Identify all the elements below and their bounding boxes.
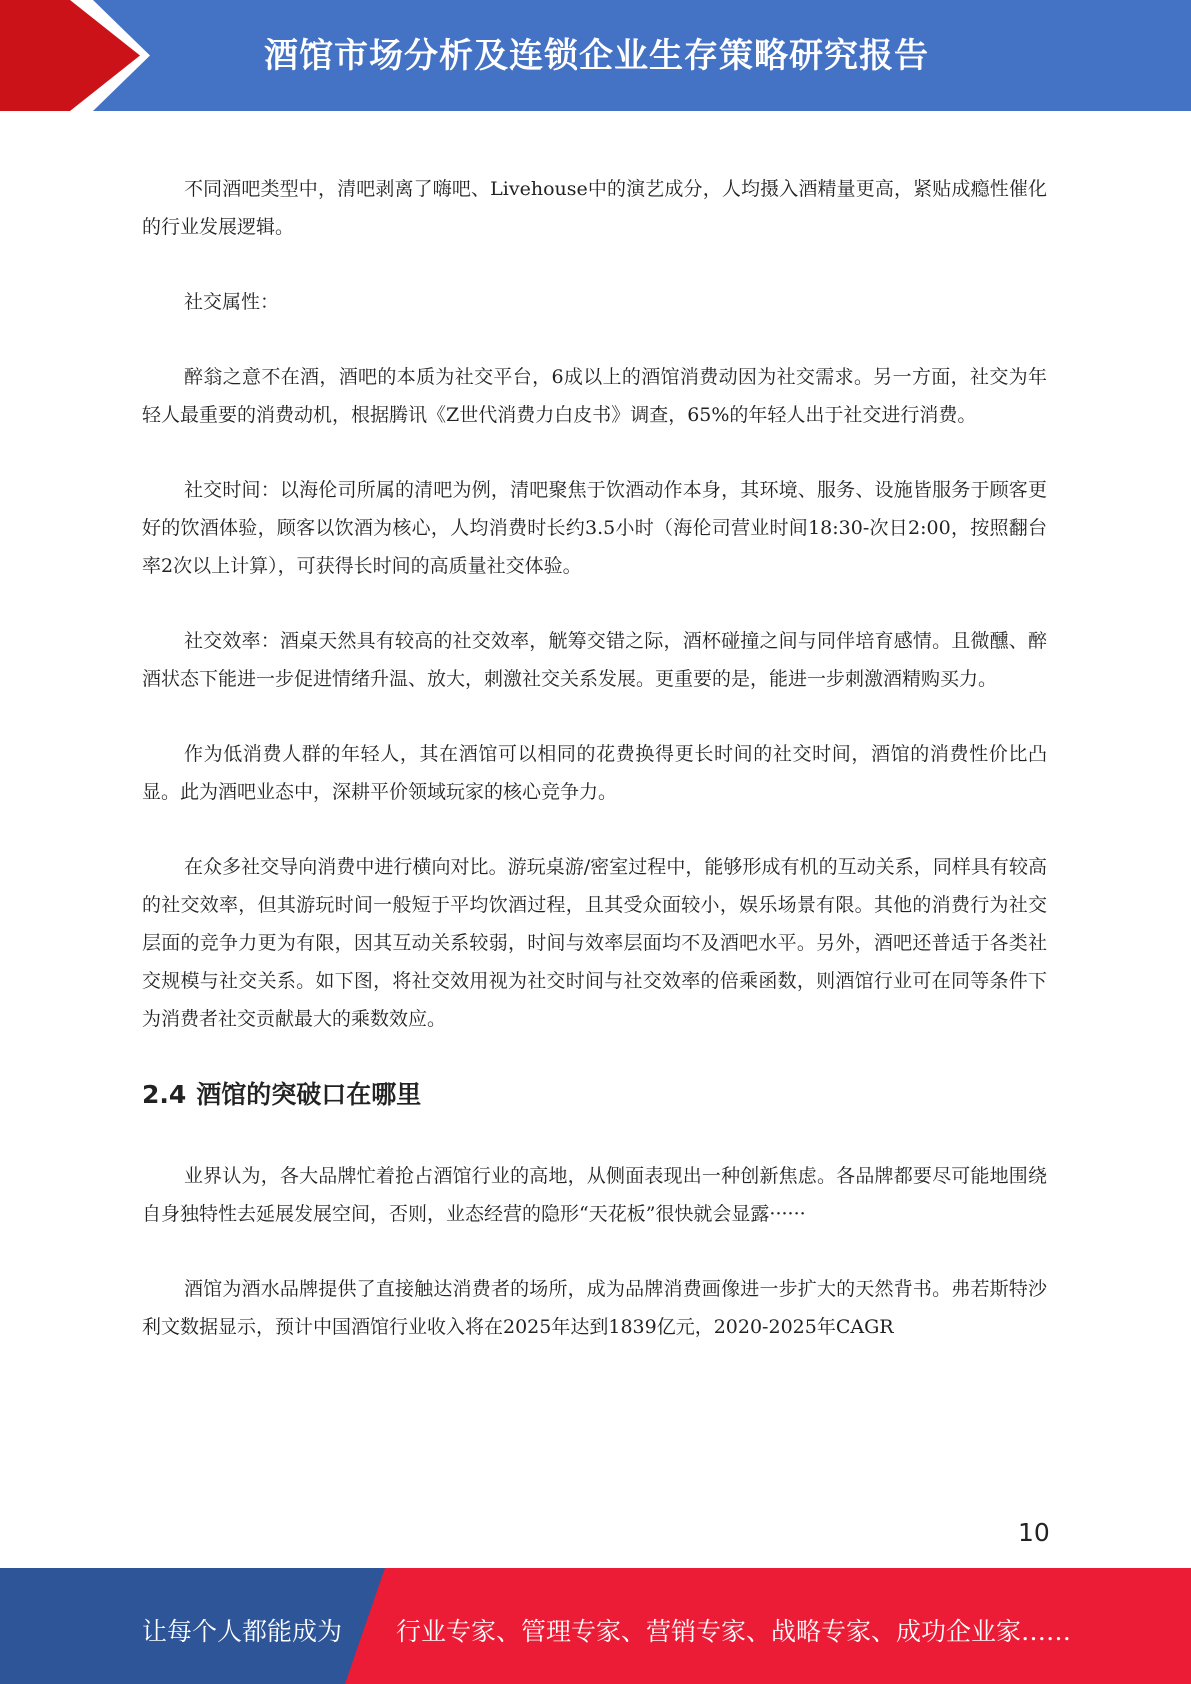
- paragraph-innovation-anxiety: 业界认为，各大品牌忙着抢占酒馆行业的高地，从侧面表现出一种创新焦虑。各品牌都要尽可能地围绕自身独特性去延展发展空间，否则，业态经营的隐形“天花板”很快就会显露······: [142, 1165, 1047, 1225]
- paragraph-horizontal-comparison: 在众多社交导向消费中进行横向对比。游玩桌游/密室过程中，能够形成有机的互动关系，同样具有较高的社交效率，但其游玩时间一般短于平均饮酒过程，且其受众面较小，娱乐场景有限。其他的消费行为社交层面的竞争力更为有限，因其互动关系较弱，时间与效率层面均不及酒吧水平。另外，酒吧还普适于各类社交规模与社交关系。如下图，将社交效用视为社交时间与社交效率的倍乘函数，则酒馆行业可在同等条件下为消费者社交贡献最大的乘数效应。: [142, 856, 1047, 1030]
- report-title: 酒馆市场分析及连锁企业生存策略研究报告: [264, 36, 929, 76]
- section-title: 酒馆的突破口在哪里: [196, 1080, 422, 1109]
- paragraph-social-attribute-label: 社交属性：: [184, 291, 280, 313]
- page-body: [142, 170, 1047, 1383]
- page-number: 10: [1018, 1518, 1050, 1547]
- paragraph-bar-types: 不同酒吧类型中，清吧剥离了嗨吧、Livehouse中的演艺成分，人均摄入酒精量更高，紧贴成瘾性催化的行业发展逻辑。: [142, 178, 1047, 238]
- paragraph-social-efficiency: 社交效率：酒桌天然具有较高的社交效率，觥筹交错之际，酒杯碰撞之间与同伴培育感情。且微醺、醉酒状态下能进一步促进情绪升温、放大，刺激社交关系发展。更重要的是，能进一步刺激酒精购买力。: [142, 630, 1047, 690]
- footer-slogan-left: 让每个人都能成为: [142, 1617, 343, 1646]
- paragraph-social-time: 社交时间：以海伦司所属的清吧为例，清吧聚焦于饮酒动作本身，其环境、服务、设施皆服务于顾客更好的饮酒体验，顾客以饮酒为核心，人均消费时长约3.5小时（海伦司营业时间18:30-次日2:00，按照翻台率2次以上计算），可获得长时间的高质量社交体验。: [142, 479, 1047, 577]
- paragraph-cost-performance: 作为低消费人群的年轻人，其在酒馆可以相同的花费换得更长时间的社交时间，酒馆的消费性价比凸显。此为酒吧业态中，深耕平价领域玩家的核心竞争力。: [142, 743, 1047, 803]
- section-heading: [142, 1075, 1047, 1111]
- section-number: 2.4: [142, 1080, 187, 1109]
- page-header: [0, 0, 1191, 111]
- page-footer: [0, 1568, 1191, 1684]
- paragraph-social-platform: 醉翁之意不在酒，酒吧的本质为社交平台，6成以上的酒馆消费动因为社交需求。另一方面，社交为年轻人最重要的消费动机，根据腾讯《Z世代消费力白皮书》调查，65%的年轻人出于社交进行消费。: [142, 366, 1047, 426]
- footer-slogan-right: 行业专家、管理专家、营销专家、战略专家、成功企业家……: [396, 1617, 1072, 1646]
- header-chevron-red: [0, 0, 140, 111]
- paragraph-market-revenue: 酒馆为酒水品牌提供了直接触达消费者的场所，成为品牌消费画像进一步扩大的天然背书。弗若斯特沙利文数据显示，预计中国酒馆行业收入将在2025年达到1839亿元，2020-2025年CAGR: [142, 1278, 1047, 1338]
